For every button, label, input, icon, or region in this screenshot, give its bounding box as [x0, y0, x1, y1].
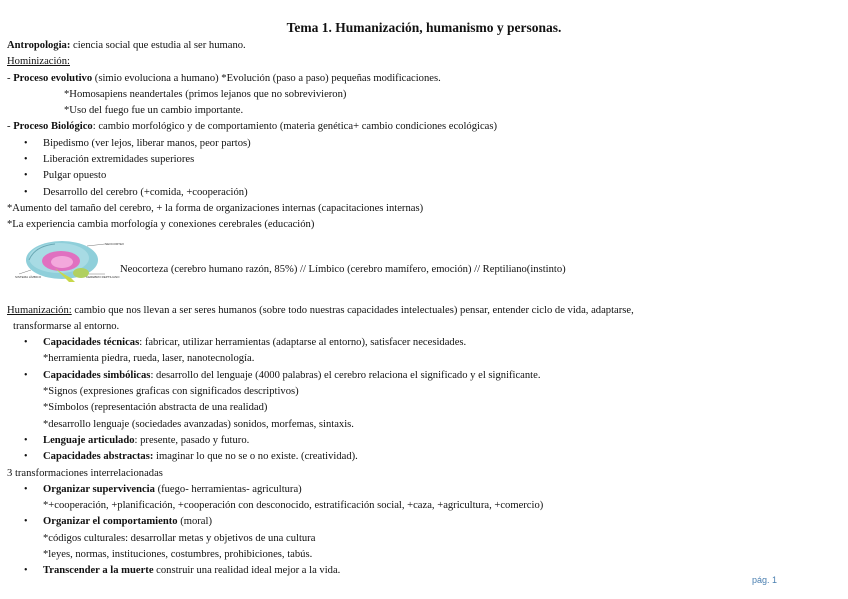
list-item: • Organizar el comportamiento (moral) [7, 514, 837, 530]
note-line: *Símbolos (representación abstracta de una realidad) [43, 402, 268, 414]
hominizacion-heading: Hominización: [7, 56, 70, 68]
note-line: *Uso del fuego fue un cambio importante. [64, 105, 244, 117]
list-item: • Capacidades abstractas: imaginar lo que no se o no existe. (creatividad). [7, 449, 837, 465]
note-line: *códigos culturales: desarrollar metas y objetivos de una cultura [43, 532, 316, 544]
page-number: pág. 1 [751, 575, 777, 585]
note-line: *Homosapiens neandertales (primos lejanos que no sobrevivieron) [64, 88, 347, 100]
list-item: • Pulgar opuesto [7, 168, 837, 184]
antropologia-definition [7, 38, 837, 54]
transformaciones-heading: 3 transformaciones interrelacionadas [7, 467, 163, 479]
brain-diagram-image [15, 238, 124, 284]
list-item: • Transcender a la muerte construir una realidad ideal mejor a la vida. [7, 563, 837, 579]
humanizacion-line-cont: transformarse al entorno. [13, 320, 120, 332]
proceso-evolutivo-line: - Proceso evolutivo (simio evoluciona a humano) *Evolución (paso a paso) pequeñas modificaciones. [7, 72, 441, 84]
list-item: • Bipedismo (ver lejos, liberar manos, peor partos) [7, 136, 837, 152]
list-item: • Liberación extremidades superiores [7, 152, 837, 168]
note-line: *herramienta piedra, rueda, laser, nanotecnología. [43, 353, 255, 365]
note-line: *leyes, normas, instituciones, costumbres, prohibiciones, tabús. [43, 549, 313, 561]
list-item: • Capacidades simbólicas: desarrollo del lenguaje (4000 palabras) el cerebro relaciona el significado y el significante. [7, 368, 837, 384]
note-line: *La experiencia cambia morfología y conexiones cerebrales (educación) [7, 219, 315, 231]
page-title: Tema 1. Humanización, humanismo y personas. [286, 20, 562, 35]
list-item: • Lenguaje articulado: presente, pasado y futuro. [7, 433, 837, 449]
proceso-biologico-term: Proceso Biológico [13, 121, 93, 133]
document-body [7, 38, 837, 580]
brain-label-neocortex: NEOCORTEX [105, 241, 124, 246]
note-line: *+cooperación, +planificación, +cooperación con desconocido, estratificación social, +caza, +agricultura, +comercio) [43, 500, 544, 512]
brain-caption: Neocorteza (cerebro humano razón, 85%) // Límbico (cerebro mamífero, emoción) // Reptiliano(instinto) [120, 263, 566, 275]
list-item: • Capacidades técnicas: fabricar, utilizar herramientas (adaptarse al entorno), satisfacer necesidades. [7, 335, 837, 351]
proceso-evolutivo-term: Proceso evolutivo [13, 72, 93, 84]
humanizacion-heading: Humanización: [7, 304, 72, 316]
antropologia-text: ciencia social que estudia al ser humano. [70, 40, 246, 51]
note-line: *Aumento del tamaño del cerebro, + la forma de organizaciones internas (capacitaciones internas) [7, 202, 424, 214]
humanizacion-line: Humanización: cambio que nos llevan a ser seres humanos (sobre todo nuestras capacidades intelectuales) pensar, entender ciclo de vida, adaptarse, [7, 304, 634, 316]
proceso-biologico-line: - Proceso Biológico: cambio morfológico y de comportamiento (materia genética+ cambio condiciones ecológicas) [7, 121, 498, 133]
list-item: • Organizar supervivencia (fuego- herramientas- agricultura) [7, 482, 837, 498]
antropologia-term: Antropologia: [7, 40, 71, 51]
brain-label-reptilian: CEREBRO REPTILIANO [86, 274, 120, 279]
note-line: *desarrollo lenguaje (sociedades avanzadas) sonidos, morfemas, sintaxis. [43, 418, 354, 430]
list-item: • Desarrollo del cerebro (+comida, +cooperación) [7, 185, 837, 201]
brain-label-limbic: SISTEMA LÍMBICO [15, 274, 42, 279]
brain-figure-row [7, 234, 837, 290]
note-line: *Signos (expresiones graficas con significados descriptivos) [43, 386, 299, 398]
